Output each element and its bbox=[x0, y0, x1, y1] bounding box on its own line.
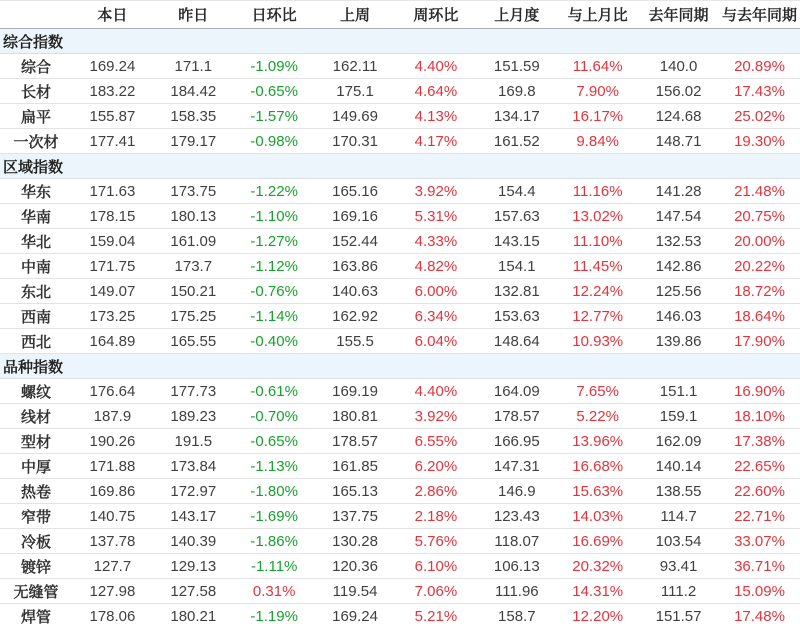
table-cell: 20.32% bbox=[557, 554, 638, 579]
table-cell: 169.86 bbox=[72, 479, 153, 504]
row-label: 螺纹 bbox=[0, 379, 72, 404]
row-label: 冷板 bbox=[0, 529, 72, 554]
table-cell: 169.24 bbox=[315, 604, 396, 628]
table-cell: 118.07 bbox=[476, 529, 557, 554]
table-row bbox=[0, 204, 800, 229]
column-header-3: 上周 bbox=[315, 1, 396, 29]
table-row bbox=[0, 504, 800, 529]
table-cell: 153.63 bbox=[476, 304, 557, 329]
table-cell: 156.02 bbox=[638, 79, 719, 104]
column-header-4: 周环比 bbox=[396, 1, 477, 29]
table-cell: 9.84% bbox=[557, 129, 638, 154]
table-cell: 190.26 bbox=[72, 429, 153, 454]
table-cell: 171.1 bbox=[153, 54, 234, 79]
table-cell: 18.10% bbox=[719, 404, 800, 429]
table-cell: 143.17 bbox=[153, 504, 234, 529]
table-cell: 140.0 bbox=[638, 54, 719, 79]
table-cell: 152.44 bbox=[315, 229, 396, 254]
table-cell: 162.09 bbox=[638, 429, 719, 454]
table-cell: 16.69% bbox=[557, 529, 638, 554]
table-cell: -1.80% bbox=[234, 479, 315, 504]
table-cell: 173.84 bbox=[153, 454, 234, 479]
table-cell: -1.13% bbox=[234, 454, 315, 479]
table-cell: 36.71% bbox=[719, 554, 800, 579]
table-cell: 148.71 bbox=[638, 129, 719, 154]
table-row bbox=[0, 179, 800, 204]
table-cell: 114.7 bbox=[638, 504, 719, 529]
column-header-8: 与去年同期 bbox=[719, 1, 800, 29]
table-cell: 7.06% bbox=[396, 579, 477, 604]
table-cell: 158.35 bbox=[153, 104, 234, 129]
table-cell: -1.86% bbox=[234, 529, 315, 554]
table-cell: 6.10% bbox=[396, 554, 477, 579]
table-cell: 161.85 bbox=[315, 454, 396, 479]
section-title: 综合指数 bbox=[0, 29, 800, 54]
table-cell: 19.30% bbox=[719, 129, 800, 154]
table-cell: 155.87 bbox=[72, 104, 153, 129]
table-cell: 138.55 bbox=[638, 479, 719, 504]
column-header-7: 去年同期 bbox=[638, 1, 719, 29]
table-cell: 0.31% bbox=[234, 579, 315, 604]
table-cell: 140.39 bbox=[153, 529, 234, 554]
table-row bbox=[0, 529, 800, 554]
table-cell: 173.25 bbox=[72, 304, 153, 329]
table-cell: 178.57 bbox=[476, 404, 557, 429]
table-cell: 103.54 bbox=[638, 529, 719, 554]
table-cell: 142.86 bbox=[638, 254, 719, 279]
table-cell: 169.8 bbox=[476, 79, 557, 104]
table-cell: 111.2 bbox=[638, 579, 719, 604]
table-cell: 3.92% bbox=[396, 404, 477, 429]
table-cell: 11.45% bbox=[557, 254, 638, 279]
row-label: 扁平 bbox=[0, 104, 72, 129]
row-label: 华东 bbox=[0, 179, 72, 204]
table-cell: 173.75 bbox=[153, 179, 234, 204]
table-cell: 6.00% bbox=[396, 279, 477, 304]
table-cell: 33.07% bbox=[719, 529, 800, 554]
table-cell: 149.07 bbox=[72, 279, 153, 304]
table-cell: 10.93% bbox=[557, 329, 638, 354]
table-cell: 149.69 bbox=[315, 104, 396, 129]
table-cell: 17.38% bbox=[719, 429, 800, 454]
row-label: 热卷 bbox=[0, 479, 72, 504]
table-cell: 151.59 bbox=[476, 54, 557, 79]
row-label: 西北 bbox=[0, 329, 72, 354]
table-cell: 17.48% bbox=[719, 604, 800, 628]
table-cell: 171.63 bbox=[72, 179, 153, 204]
table-cell: -1.14% bbox=[234, 304, 315, 329]
column-header-1: 昨日 bbox=[153, 1, 234, 29]
table-cell: 6.20% bbox=[396, 454, 477, 479]
table-cell: 151.57 bbox=[638, 604, 719, 628]
table-cell: 146.9 bbox=[476, 479, 557, 504]
table-cell: 161.09 bbox=[153, 229, 234, 254]
table-cell: 173.7 bbox=[153, 254, 234, 279]
table-cell: 127.7 bbox=[72, 554, 153, 579]
table-cell: 178.06 bbox=[72, 604, 153, 628]
table-cell: 4.33% bbox=[396, 229, 477, 254]
table-cell: 16.90% bbox=[719, 379, 800, 404]
table-row bbox=[0, 479, 800, 504]
table-cell: 12.20% bbox=[557, 604, 638, 628]
table-cell: -1.12% bbox=[234, 254, 315, 279]
table-cell: 180.81 bbox=[315, 404, 396, 429]
table-cell: 13.96% bbox=[557, 429, 638, 454]
table-cell: 5.22% bbox=[557, 404, 638, 429]
row-label: 中厚 bbox=[0, 454, 72, 479]
row-label: 中南 bbox=[0, 254, 72, 279]
section-header-row bbox=[0, 354, 800, 379]
table-row bbox=[0, 229, 800, 254]
table-cell: 163.86 bbox=[315, 254, 396, 279]
section-header-row bbox=[0, 29, 800, 54]
table-cell: 175.1 bbox=[315, 79, 396, 104]
table-row bbox=[0, 304, 800, 329]
table-cell: 120.36 bbox=[315, 554, 396, 579]
section-title: 区域指数 bbox=[0, 154, 800, 179]
table-row bbox=[0, 104, 800, 129]
table-cell: 159.1 bbox=[638, 404, 719, 429]
table-cell: 150.21 bbox=[153, 279, 234, 304]
table-cell: 171.75 bbox=[72, 254, 153, 279]
table-cell: 169.16 bbox=[315, 204, 396, 229]
table-cell: 161.52 bbox=[476, 129, 557, 154]
row-label: 西南 bbox=[0, 304, 72, 329]
table-cell: 180.21 bbox=[153, 604, 234, 628]
table-cell: 2.86% bbox=[396, 479, 477, 504]
table-cell: 183.22 bbox=[72, 79, 153, 104]
table-cell: 157.63 bbox=[476, 204, 557, 229]
table-cell: 147.54 bbox=[638, 204, 719, 229]
table-cell: 146.03 bbox=[638, 304, 719, 329]
table-cell: 129.13 bbox=[153, 554, 234, 579]
table-cell: -0.40% bbox=[234, 329, 315, 354]
table-cell: -0.98% bbox=[234, 129, 315, 154]
table-cell: -0.70% bbox=[234, 404, 315, 429]
table-row bbox=[0, 254, 800, 279]
table-cell: 20.75% bbox=[719, 204, 800, 229]
table-cell: 169.24 bbox=[72, 54, 153, 79]
table-header bbox=[0, 1, 800, 29]
table-cell: 134.17 bbox=[476, 104, 557, 129]
table-cell: 22.60% bbox=[719, 479, 800, 504]
table-row bbox=[0, 129, 800, 154]
table-cell: 124.68 bbox=[638, 104, 719, 129]
table-cell: 13.02% bbox=[557, 204, 638, 229]
table-cell: 141.28 bbox=[638, 179, 719, 204]
table-cell: 11.10% bbox=[557, 229, 638, 254]
table-row bbox=[0, 404, 800, 429]
table-cell: 148.64 bbox=[476, 329, 557, 354]
table-cell: 165.13 bbox=[315, 479, 396, 504]
row-label: 镀锌 bbox=[0, 554, 72, 579]
table-cell: 132.81 bbox=[476, 279, 557, 304]
table-cell: 20.22% bbox=[719, 254, 800, 279]
table-cell: 4.40% bbox=[396, 54, 477, 79]
table-cell: -1.11% bbox=[234, 554, 315, 579]
table-cell: 177.73 bbox=[153, 379, 234, 404]
table-cell: -1.57% bbox=[234, 104, 315, 129]
table-cell: 17.90% bbox=[719, 329, 800, 354]
table-cell: 14.03% bbox=[557, 504, 638, 529]
table-cell: -1.10% bbox=[234, 204, 315, 229]
table-cell: 175.25 bbox=[153, 304, 234, 329]
table-cell: 165.16 bbox=[315, 179, 396, 204]
table-cell: 165.55 bbox=[153, 329, 234, 354]
row-label: 东北 bbox=[0, 279, 72, 304]
table-cell: 172.97 bbox=[153, 479, 234, 504]
table-cell: -1.09% bbox=[234, 54, 315, 79]
table-cell: -1.27% bbox=[234, 229, 315, 254]
table-cell: 5.76% bbox=[396, 529, 477, 554]
row-label: 无缝管 bbox=[0, 579, 72, 604]
table-cell: 4.40% bbox=[396, 379, 477, 404]
table-cell: 162.11 bbox=[315, 54, 396, 79]
table-cell: 5.21% bbox=[396, 604, 477, 628]
table-cell: 137.78 bbox=[72, 529, 153, 554]
table-cell: 16.17% bbox=[557, 104, 638, 129]
table-cell: 177.41 bbox=[72, 129, 153, 154]
table-cell: 5.31% bbox=[396, 204, 477, 229]
table-cell: -1.19% bbox=[234, 604, 315, 628]
table-cell: 20.89% bbox=[719, 54, 800, 79]
table-cell: 140.63 bbox=[315, 279, 396, 304]
table-cell: 191.5 bbox=[153, 429, 234, 454]
column-header-6: 与上月比 bbox=[557, 1, 638, 29]
table-cell: 151.1 bbox=[638, 379, 719, 404]
table-cell: 154.1 bbox=[476, 254, 557, 279]
table-body bbox=[0, 29, 800, 628]
table-cell: 4.64% bbox=[396, 79, 477, 104]
table-cell: 158.7 bbox=[476, 604, 557, 628]
table-cell: 20.00% bbox=[719, 229, 800, 254]
table-cell: 4.82% bbox=[396, 254, 477, 279]
table-cell: 6.34% bbox=[396, 304, 477, 329]
table-row bbox=[0, 454, 800, 479]
table-row bbox=[0, 279, 800, 304]
column-header-0: 本日 bbox=[72, 1, 153, 29]
table-cell: 137.75 bbox=[315, 504, 396, 529]
table-cell: 7.90% bbox=[557, 79, 638, 104]
table-cell: 93.41 bbox=[638, 554, 719, 579]
row-label-header bbox=[0, 1, 72, 29]
table-cell: 4.17% bbox=[396, 129, 477, 154]
table-cell: 12.24% bbox=[557, 279, 638, 304]
table-cell: 21.48% bbox=[719, 179, 800, 204]
table-cell: 106.13 bbox=[476, 554, 557, 579]
table-cell: 178.15 bbox=[72, 204, 153, 229]
table-cell: 127.58 bbox=[153, 579, 234, 604]
table-cell: 17.43% bbox=[719, 79, 800, 104]
row-label: 华北 bbox=[0, 229, 72, 254]
row-label: 线材 bbox=[0, 404, 72, 429]
table-cell: 15.09% bbox=[719, 579, 800, 604]
table-cell: 171.88 bbox=[72, 454, 153, 479]
table-cell: 4.13% bbox=[396, 104, 477, 129]
row-label: 长材 bbox=[0, 79, 72, 104]
table-cell: 18.64% bbox=[719, 304, 800, 329]
table-row bbox=[0, 329, 800, 354]
table-cell: -0.65% bbox=[234, 79, 315, 104]
table-cell: 164.09 bbox=[476, 379, 557, 404]
table-cell: 154.4 bbox=[476, 179, 557, 204]
table-cell: 14.31% bbox=[557, 579, 638, 604]
table-cell: 111.96 bbox=[476, 579, 557, 604]
table-cell: 123.43 bbox=[476, 504, 557, 529]
table-cell: 140.14 bbox=[638, 454, 719, 479]
table-cell: 18.72% bbox=[719, 279, 800, 304]
table-cell: 170.31 bbox=[315, 129, 396, 154]
table-cell: 140.75 bbox=[72, 504, 153, 529]
row-label: 窄带 bbox=[0, 504, 72, 529]
table-cell: -0.65% bbox=[234, 429, 315, 454]
table-row bbox=[0, 579, 800, 604]
table-cell: 164.89 bbox=[72, 329, 153, 354]
table-cell: -0.76% bbox=[234, 279, 315, 304]
table-row bbox=[0, 379, 800, 404]
table-cell: 132.53 bbox=[638, 229, 719, 254]
table-cell: 155.5 bbox=[315, 329, 396, 354]
table-cell: 25.02% bbox=[719, 104, 800, 129]
row-label: 一次材 bbox=[0, 129, 72, 154]
table-cell: 178.57 bbox=[315, 429, 396, 454]
table-cell: 147.31 bbox=[476, 454, 557, 479]
table-cell: 180.13 bbox=[153, 204, 234, 229]
table-cell: 15.63% bbox=[557, 479, 638, 504]
table-cell: 127.98 bbox=[72, 579, 153, 604]
row-label: 型材 bbox=[0, 429, 72, 454]
table-cell: 11.16% bbox=[557, 179, 638, 204]
column-header-5: 上月度 bbox=[476, 1, 557, 29]
table-cell: 6.04% bbox=[396, 329, 477, 354]
table-cell: 3.92% bbox=[396, 179, 477, 204]
table-cell: 125.56 bbox=[638, 279, 719, 304]
table-row bbox=[0, 604, 800, 628]
table-cell: 12.77% bbox=[557, 304, 638, 329]
table-row bbox=[0, 429, 800, 454]
table-cell: 11.64% bbox=[557, 54, 638, 79]
table-cell: 166.95 bbox=[476, 429, 557, 454]
row-label: 焊管 bbox=[0, 604, 72, 628]
table-cell: 184.42 bbox=[153, 79, 234, 104]
table-row bbox=[0, 554, 800, 579]
table-cell: 159.04 bbox=[72, 229, 153, 254]
table-cell: -1.22% bbox=[234, 179, 315, 204]
section-header-row bbox=[0, 154, 800, 179]
table-cell: 119.54 bbox=[315, 579, 396, 604]
section-title: 品种指数 bbox=[0, 354, 800, 379]
table-cell: 187.9 bbox=[72, 404, 153, 429]
table-cell: 179.17 bbox=[153, 129, 234, 154]
table-cell: 162.92 bbox=[315, 304, 396, 329]
table-cell: 22.65% bbox=[719, 454, 800, 479]
table-cell: 143.15 bbox=[476, 229, 557, 254]
table-row bbox=[0, 79, 800, 104]
table-cell: 189.23 bbox=[153, 404, 234, 429]
table-cell: 2.18% bbox=[396, 504, 477, 529]
table-cell: 6.55% bbox=[396, 429, 477, 454]
table-cell: 7.65% bbox=[557, 379, 638, 404]
row-label: 华南 bbox=[0, 204, 72, 229]
column-header-2: 日环比 bbox=[234, 1, 315, 29]
table-cell: 130.28 bbox=[315, 529, 396, 554]
table-cell: 176.64 bbox=[72, 379, 153, 404]
table-cell: -0.61% bbox=[234, 379, 315, 404]
row-label: 综合 bbox=[0, 54, 72, 79]
table-cell: 139.86 bbox=[638, 329, 719, 354]
table-cell: 22.71% bbox=[719, 504, 800, 529]
table-row bbox=[0, 54, 800, 79]
table-cell: 16.68% bbox=[557, 454, 638, 479]
header-row bbox=[0, 1, 800, 29]
table-cell: -1.69% bbox=[234, 504, 315, 529]
table-cell: 169.19 bbox=[315, 379, 396, 404]
